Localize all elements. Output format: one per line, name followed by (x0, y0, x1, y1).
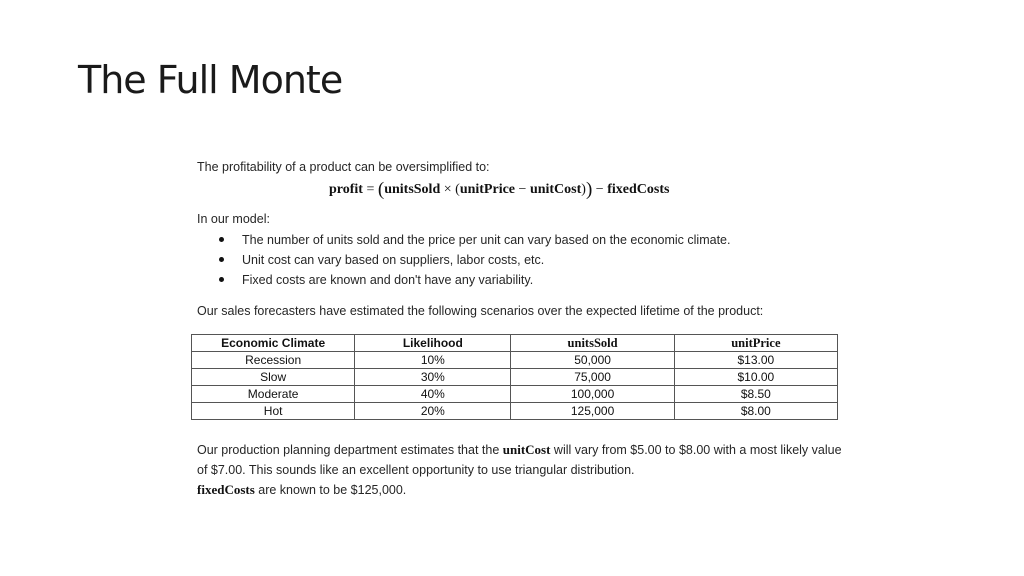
cell-units-sold: 50,000 (511, 352, 674, 369)
formula-close-inner: ) (581, 182, 586, 197)
intro-text: The profitability of a product can be oversimplified to: (197, 160, 490, 174)
bullet-item: Unit cost can vary based on suppliers, labor costs, etc. (217, 251, 730, 271)
planning-paragraph (197, 440, 847, 500)
formula-equals: = (362, 182, 378, 197)
formula-minus-2: − (592, 182, 608, 197)
cell-likelihood: 10% (355, 352, 511, 369)
fixed-costs-text: are known to be $125,000. (254, 483, 407, 497)
model-bullet-list (217, 231, 730, 291)
scenario-table (191, 334, 838, 420)
cell-units-sold: 100,000 (511, 386, 674, 403)
model-heading: In our model: (197, 212, 270, 226)
formula-fixed-costs: fixedCosts (607, 182, 670, 197)
planning-text-a: Our production planning department estimates that the (197, 443, 503, 457)
formula-open-paren: ( (377, 179, 385, 200)
cell-climate: Recession (192, 352, 355, 369)
formula-unit-price: unitPrice (459, 182, 516, 197)
formula-times: × ( (440, 182, 460, 197)
cell-units-sold: 75,000 (511, 369, 674, 386)
header-likelihood: Likelihood (355, 335, 511, 352)
forecast-text: Our sales forecasters have estimated the following scenarios over the expected lifetime of the product: (197, 304, 764, 318)
table-header-row (192, 335, 838, 352)
cell-likelihood: 30% (355, 369, 511, 386)
formula-profit: profit (329, 182, 363, 197)
bullet-item: Fixed costs are known and don't have any variability. (217, 271, 730, 291)
cell-likelihood: 40% (355, 386, 511, 403)
formula-unit-cost: unitCost (529, 182, 582, 197)
header-economic-climate: Economic Climate (192, 335, 355, 352)
unit-cost-sentence (197, 440, 847, 480)
profit-formula (329, 179, 669, 201)
cell-climate: Moderate (192, 386, 355, 403)
term-unit-cost: unitCost (502, 442, 551, 457)
header-units-sold: unitsSold (511, 335, 674, 352)
table-row (192, 352, 838, 369)
cell-unit-price: $8.50 (674, 386, 837, 403)
term-fixed-costs: fixedCosts (197, 482, 255, 497)
fixed-costs-sentence (197, 480, 847, 500)
cell-units-sold: 125,000 (511, 403, 674, 420)
header-unit-price: unitPrice (674, 335, 837, 352)
cell-likelihood: 20% (355, 403, 511, 420)
planning-text-b: will vary from $5.00 to $8.00 with a most likely value of $7.00. This sounds like an excellent opportunity to use triangular distribution. (197, 443, 842, 477)
cell-climate: Hot (192, 403, 355, 420)
slide-title: The Full Monte (78, 58, 343, 102)
cell-unit-price: $10.00 (674, 369, 837, 386)
cell-unit-price: $13.00 (674, 352, 837, 369)
formula-minus: − (515, 182, 530, 197)
table-row (192, 403, 838, 420)
cell-climate: Slow (192, 369, 355, 386)
formula-units-sold: unitsSold (384, 182, 441, 197)
cell-unit-price: $8.00 (674, 403, 837, 420)
formula-close-paren: ) (585, 179, 593, 200)
table-row (192, 369, 838, 386)
table-row (192, 386, 838, 403)
bullet-item: The number of units sold and the price per unit can vary based on the economic climate. (217, 231, 730, 251)
